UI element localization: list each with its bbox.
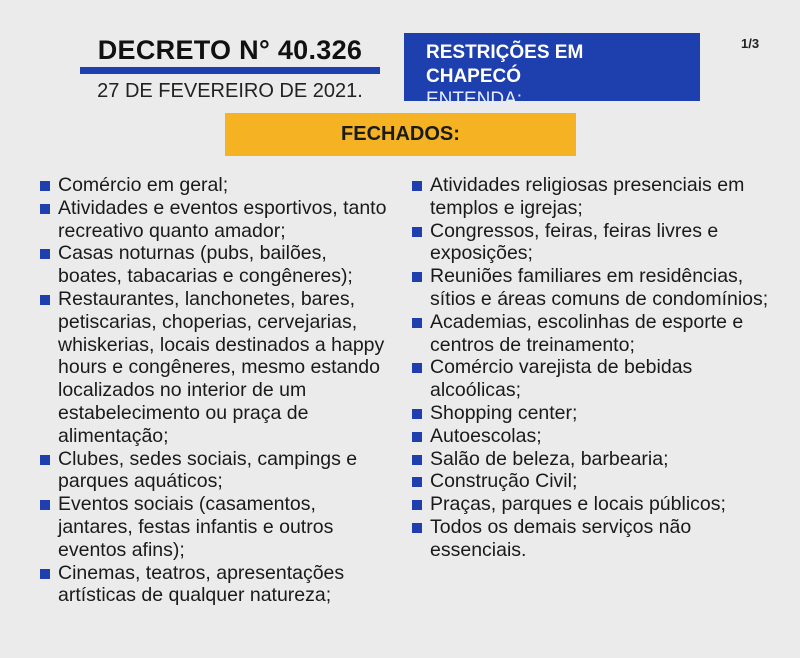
list-item-text: Salão de beleza, barbearia; [430,447,669,470]
list-item [410,174,780,220]
square-bullet-icon [40,204,50,214]
square-bullet-icon [412,181,422,191]
list-item-text: Eventos sociais (casamentos, jantares, festas infantis e outros eventos afins); [58,493,334,561]
list-item-text: Restaurantes, lanchonetes, bares, petiscarias, choperias, cervejarias, whiskerias, locais destinados a happy hours e congêneres, mesmo estando localizados no interior de um estabelecimento ou praça de alimentação; [58,287,385,447]
page-indicator: 1/3 [741,36,760,51]
restrictions-box [404,33,700,110]
square-bullet-icon [40,569,50,579]
list-item [410,220,780,266]
list-item-text: Academias, escolinhas de esporte e centros de treinamento; [430,310,744,356]
square-bullet-icon [412,432,422,442]
list-item-text: Autoescolas; [430,424,542,447]
square-bullet-icon [412,318,422,328]
square-bullet-icon [412,523,422,533]
list-item-text: Comércio em geral; [58,174,229,196]
closed-list-left [38,174,388,607]
list-item-text: Clubes, sedes sociais, campings e parques aquáticos; [58,447,358,493]
list-item-text: Casas noturnas (pubs, bailões, boates, tabacarias e congêneres); [58,242,353,288]
decree-title: DECRETO N° 40.326 [97,35,363,65]
square-bullet-icon [412,363,422,373]
list-item [410,356,780,402]
square-bullet-icon [412,500,422,510]
list-item-text: Shopping center; [430,401,578,424]
list-item [410,470,780,493]
list-item-text: Atividades e eventos esportivos, tanto recreativo quanto amador; [58,196,387,242]
list-item [38,288,388,448]
closed-list-right [410,174,780,562]
list-item [410,448,780,471]
square-bullet-icon [40,181,50,191]
restrictions-title: RESTRIÇÕES EM CHAPECÓ [426,42,584,87]
list-item [38,493,388,561]
decree-header [80,34,380,103]
restrictions-subtitle: ENTENDA: [426,89,523,110]
list-item [410,311,780,357]
list-item [38,174,388,197]
list-item [410,265,780,311]
list-item-text: Praças, parques e locais públicos; [430,493,726,516]
square-bullet-icon [40,500,50,510]
square-bullet-icon [40,455,50,465]
list-item-text: Congressos, feiras, feiras livres e exposições; [430,219,719,265]
list-item [410,402,780,425]
decree-underline [80,67,380,74]
list-item-text: Todos os demais serviços não essenciais. [430,515,692,561]
list-item [38,242,388,288]
list-item-text: Construção Civil; [430,470,578,493]
list-item-text: Atividades religiosas presenciais em templos e igrejas; [430,174,745,219]
list-item-text: Comércio varejista de bebidas alcoólicas; [430,356,693,402]
list-item [410,425,780,448]
square-bullet-icon [412,227,422,237]
square-bullet-icon [40,295,50,305]
square-bullet-icon [412,477,422,487]
square-bullet-icon [412,272,422,282]
square-bullet-icon [412,455,422,465]
decree-date: 27 DE FEVEREIRO DE 2021. [97,80,363,102]
list-item-text: Reuniões familiares em residências, sítios e áreas comuns de condomínios; [430,265,769,310]
square-bullet-icon [412,409,422,419]
list-item [410,516,780,562]
list-item [410,493,780,516]
closed-banner: FECHADOS: [225,113,576,156]
square-bullet-icon [40,249,50,259]
list-item [38,197,388,243]
list-item [38,448,388,494]
list-item [38,562,388,608]
list-item-text: Cinemas, teatros, apresentações artísticas de qualquer natureza; [58,561,345,607]
